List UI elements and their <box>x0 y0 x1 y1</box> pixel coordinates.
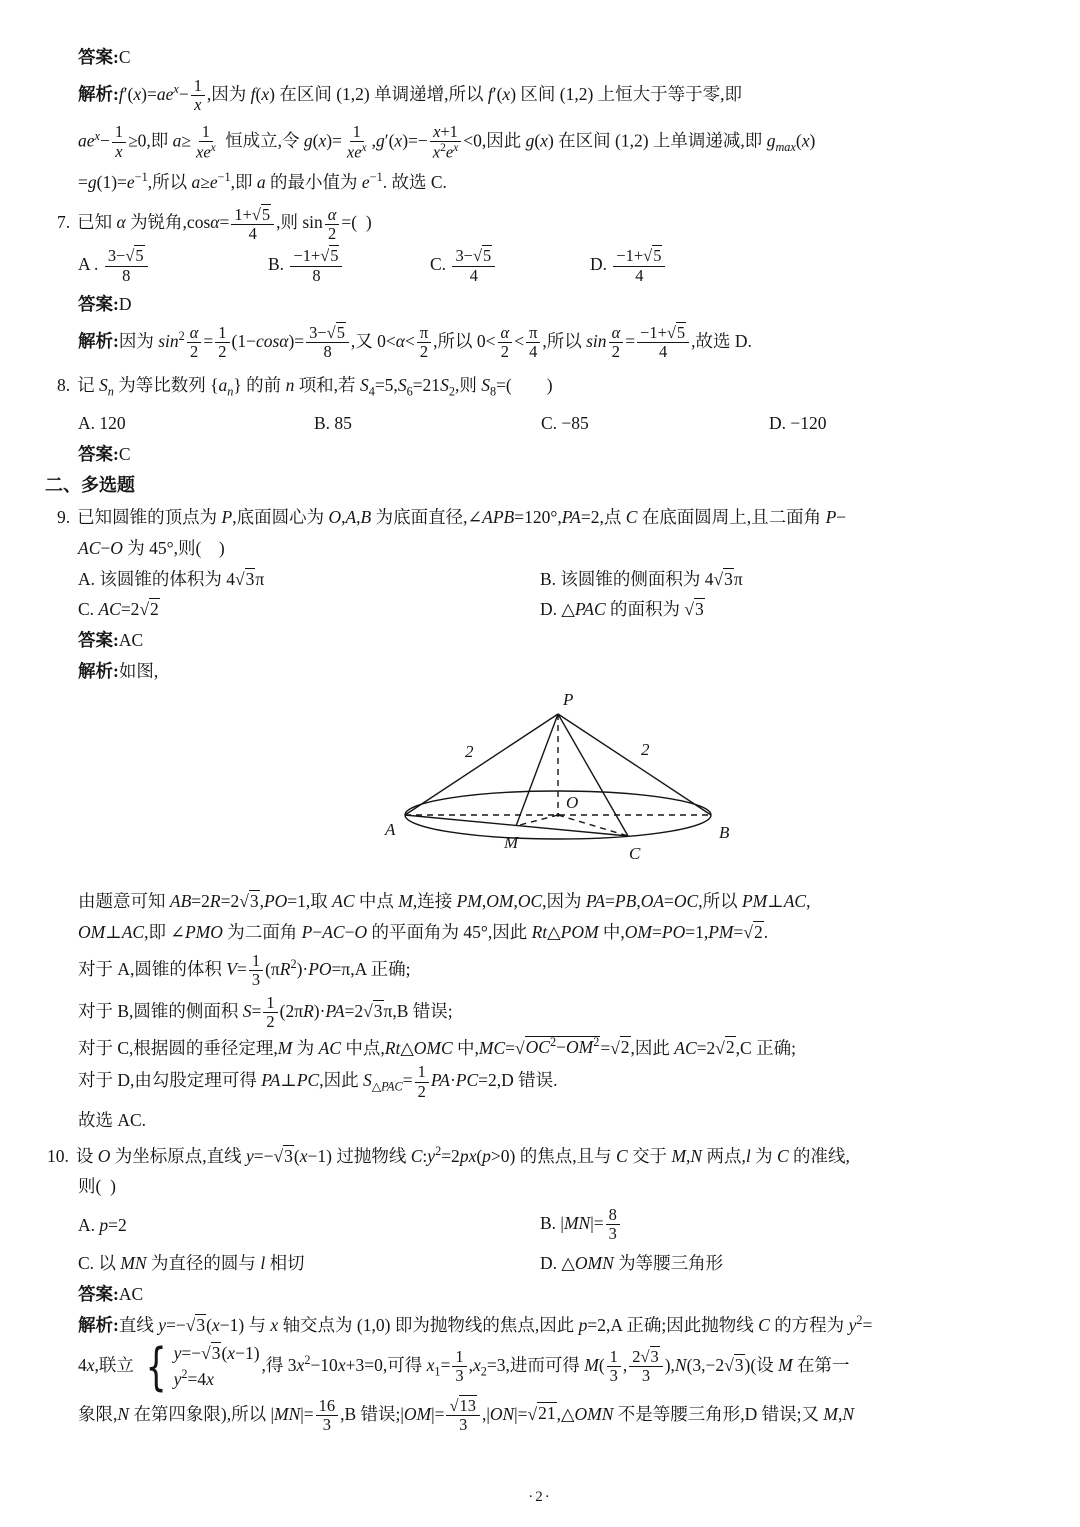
q9-options-row-2 <box>78 598 1022 621</box>
figure-label-p: P <box>563 689 574 709</box>
q8-option-c: C. −85 <box>541 413 589 434</box>
q9-option-a: A. 该圆锥的体积为 4√3π <box>78 568 265 589</box>
figure-label-slant-right: 2 <box>641 739 650 759</box>
q9-analysis-4: 对于 B,圆锥的侧面积 S= $\frac{1}{2}$ (2πR)·PA=2√3π,B 错误; <box>78 992 453 1032</box>
q8-answer: 答案:C <box>78 443 131 464</box>
figure-label-a: A <box>385 819 396 839</box>
q6-analysis-line-2: $ae^x-$ $\frac{1}{x}$ ≥0,即 a≥ 1 $xe^x$ 恒成立,令 g(x)= 1 $xe^x$ ,g′(x)=− $\frac{x+1}{x^2e^x}$ <0,因此 g(x) 在区间 (1,2) 上单调递减,即 $g_{max}(x)$ <box>78 121 816 162</box>
q9-analysis-1: 由题意可知 AB=2R=2√3,PO=1,取 AC 中点 M,连接 PM,OM,OC,因为 PA=PB,OA=OC,所以 PM⊥AC, <box>78 891 811 912</box>
q9-analysis-7: 故选 AC. <box>78 1109 147 1130</box>
q10-options-row-2 <box>78 1252 1022 1275</box>
cone-figure-wrapper <box>383 687 1022 885</box>
q7-answer: 答案:D <box>78 294 132 315</box>
q7-option-d: D. $\frac{-1+√5}{4}$ <box>590 247 1022 285</box>
q10-number: 10. <box>47 1145 69 1166</box>
q10-stem-line-1 <box>47 1144 1022 1168</box>
q9-analysis-intro: 解析:如图, <box>78 660 159 681</box>
q6-answer: 答案:C <box>78 47 131 67</box>
point-o-dot <box>556 813 559 816</box>
q7-stem: 已知 α 为锐角,cosα= $\frac{1+√5}{4}$ ,则 sin $\frac{\alpha}{2}$ =( ) <box>77 204 372 243</box>
page-number: ·2· <box>528 1488 552 1505</box>
q9-options-row-1 <box>78 568 1022 591</box>
q9-option-c: C. AC=2√2 <box>78 599 159 620</box>
q8-stem: 记 $S_n$ 为等比数列 $\{a_n\}$ 的前 n 项和,若 $S_4=5,S_6=21S_2$,则 $S_8=$( ) <box>77 374 553 399</box>
q8-option-d: D. −120 <box>769 413 827 434</box>
q10-analysis-3: 象限,N 在第四象限),所以 |MN|= $\frac{16}{3}$ ,B 错误;|OM|= $\frac{√13}{3}$ ,|ON|=√21,△OMN 不是等腰三角形,D 错误;又 M,N <box>78 1395 855 1434</box>
figure-label-o: O <box>566 792 579 812</box>
q7-option-c: C. $\frac{3-√5}{4}$ <box>430 247 590 285</box>
q9-analysis-3: 对于 A,圆锥的体积 V= $\frac{1}{3}$ $(\pi R^2)\cdot PO=\pi,A$ 正确; <box>78 950 411 990</box>
q9-answer: 答案:AC <box>78 630 144 651</box>
q10-option-a: A. p=2 <box>78 1214 127 1235</box>
q9-option-b: B. 该圆锥的侧面积为 4√3π <box>540 568 743 589</box>
edge-pc <box>558 714 628 836</box>
figure-label-m: M <box>504 832 519 852</box>
q8-option-a: A. 120 <box>78 413 126 434</box>
q7-analysis: 解析:因为 $\sin^2$ $\frac{\alpha}{2}$ = $\frac{1}{2}$ (1−cosα)= $\frac{3-√5}{8}$ ,又 0<α< $\frac{\pi}{2}$ ,所以 0< $\frac{\alpha}{2}$ < $\frac{\pi}{4}$ ,所以 sin $\frac{\alpha}{2}$ = $\frac{-1+√5}{4}$ ,故选 D. <box>78 322 752 362</box>
edge-pb <box>558 714 711 815</box>
q10-option-b: B. |MN|= $\frac{8}{3}$ <box>540 1206 1022 1244</box>
q9-analysis-2: OM⊥AC,即 ∠PMO 为二面角 P−AC−O 的平面角为 45°,因此 Rt△POM 中,OM=PO=1,PM=√2. <box>78 922 769 943</box>
section-multiple-choice: 二、多选题 <box>45 474 135 495</box>
q10-option-d: D. △OMN 为等腰三角形 <box>540 1252 724 1273</box>
q6-analysis-line-1: 解析$:f'(x)=ae^x-$ $\frac{1}{x}$ ,因为 f(x) 在区间 (1,2) 单调递增,所以 f′(x) 区间 (1,2) 上恒大于等于零,即 <box>78 75 743 115</box>
q8-number: 8. <box>57 374 71 395</box>
figure-label-c: C <box>629 843 641 863</box>
q8-stem-line <box>57 374 1022 400</box>
q9-number: 9. <box>57 507 71 528</box>
q7-number: 7. <box>57 212 71 233</box>
q9-analysis-5: 对于 C,根据圆的垂径定理,M 为 AC 中点,Rt△OMC 中$,MC=√OC^2-OM^2=√2$,因此 AC=2√2,C 正确; <box>78 1035 796 1058</box>
q9-stem-line-1 <box>57 506 1022 529</box>
q10-answer: 答案:AC <box>78 1283 144 1304</box>
q7-options <box>78 247 1022 285</box>
q10-stem-line-2: 则( ) <box>78 1176 116 1197</box>
q9-analysis-6: 对于 D,由勾股定理可得 PA⊥PC,因此 $S_{\triangle PAC}=$ $\frac{1}{2}$ PA·PC=2,D 错误. <box>78 1062 558 1101</box>
figure-label-b: B <box>719 822 730 842</box>
edge-om-dashed <box>516 815 558 826</box>
q8-option-b: B. 85 <box>314 413 352 434</box>
q9-option-d: D. △PAC 的面积为 √3 <box>540 599 704 620</box>
q10-analysis-2: 4x,联立 { y=−√3(x−1) $y^2=4x$ ,得 $3x^2-10x+3=0$,可得 $x_1=$ $\frac{1}{3}$ $,x_2=3$,进而可得 M( $\frac{1}{3}$ , $\frac{2√3}{3}$ ),N(3,−2√3)(设 M 在第一 <box>78 1337 850 1397</box>
q10-options-row-1 <box>78 1206 1022 1244</box>
cone-figure <box>383 687 783 879</box>
q10-analysis-1: 解析:直线 y=−√3(x−1) 与 x 轴交点为 (1,0) 即为抛物线的焦点,因此 p=2,A 正确;因此抛物线 C 的方程为 $y^2=$ <box>78 1313 873 1336</box>
edge-pm <box>516 714 558 826</box>
figure-label-slant-left: 2 <box>465 741 474 761</box>
edge-pa <box>405 714 558 815</box>
q7-option-b: B. $\frac{-1+√5}{8}$ <box>268 247 430 285</box>
q10-stem-1: 设 O 为坐标原点,直线 y=−√3(x−1) 过抛物线 $C:y^2=2px(p>0)$ 的焦点,且与 C 交于 M,N 两点,l 为 C 的准线, <box>75 1143 850 1166</box>
q7-option-a: A . $\frac{3-√5}{8}$ <box>78 247 268 285</box>
q8-options <box>78 412 1022 435</box>
q9-stem-1: 已知圆锥的顶点为 P,底面圆心为 O,A,B 为底面直径,∠APB=120°,PA=2,点 C 在底面圆周上,且二面角 P− <box>77 507 847 528</box>
q10-option-c: C. 以 MN 为直径的圆与 l 相切 <box>78 1252 305 1273</box>
q9-stem-line-2: AC−O 为 45°,则( ) <box>78 537 225 558</box>
q7-stem-line <box>57 206 1022 244</box>
q6-analysis-line-3: $=g(1)=e^{-1}$,所以 $a\ge e^{-1}$,即 a 的最小值为 $e^{-1}$. 故选 C. <box>78 169 447 192</box>
